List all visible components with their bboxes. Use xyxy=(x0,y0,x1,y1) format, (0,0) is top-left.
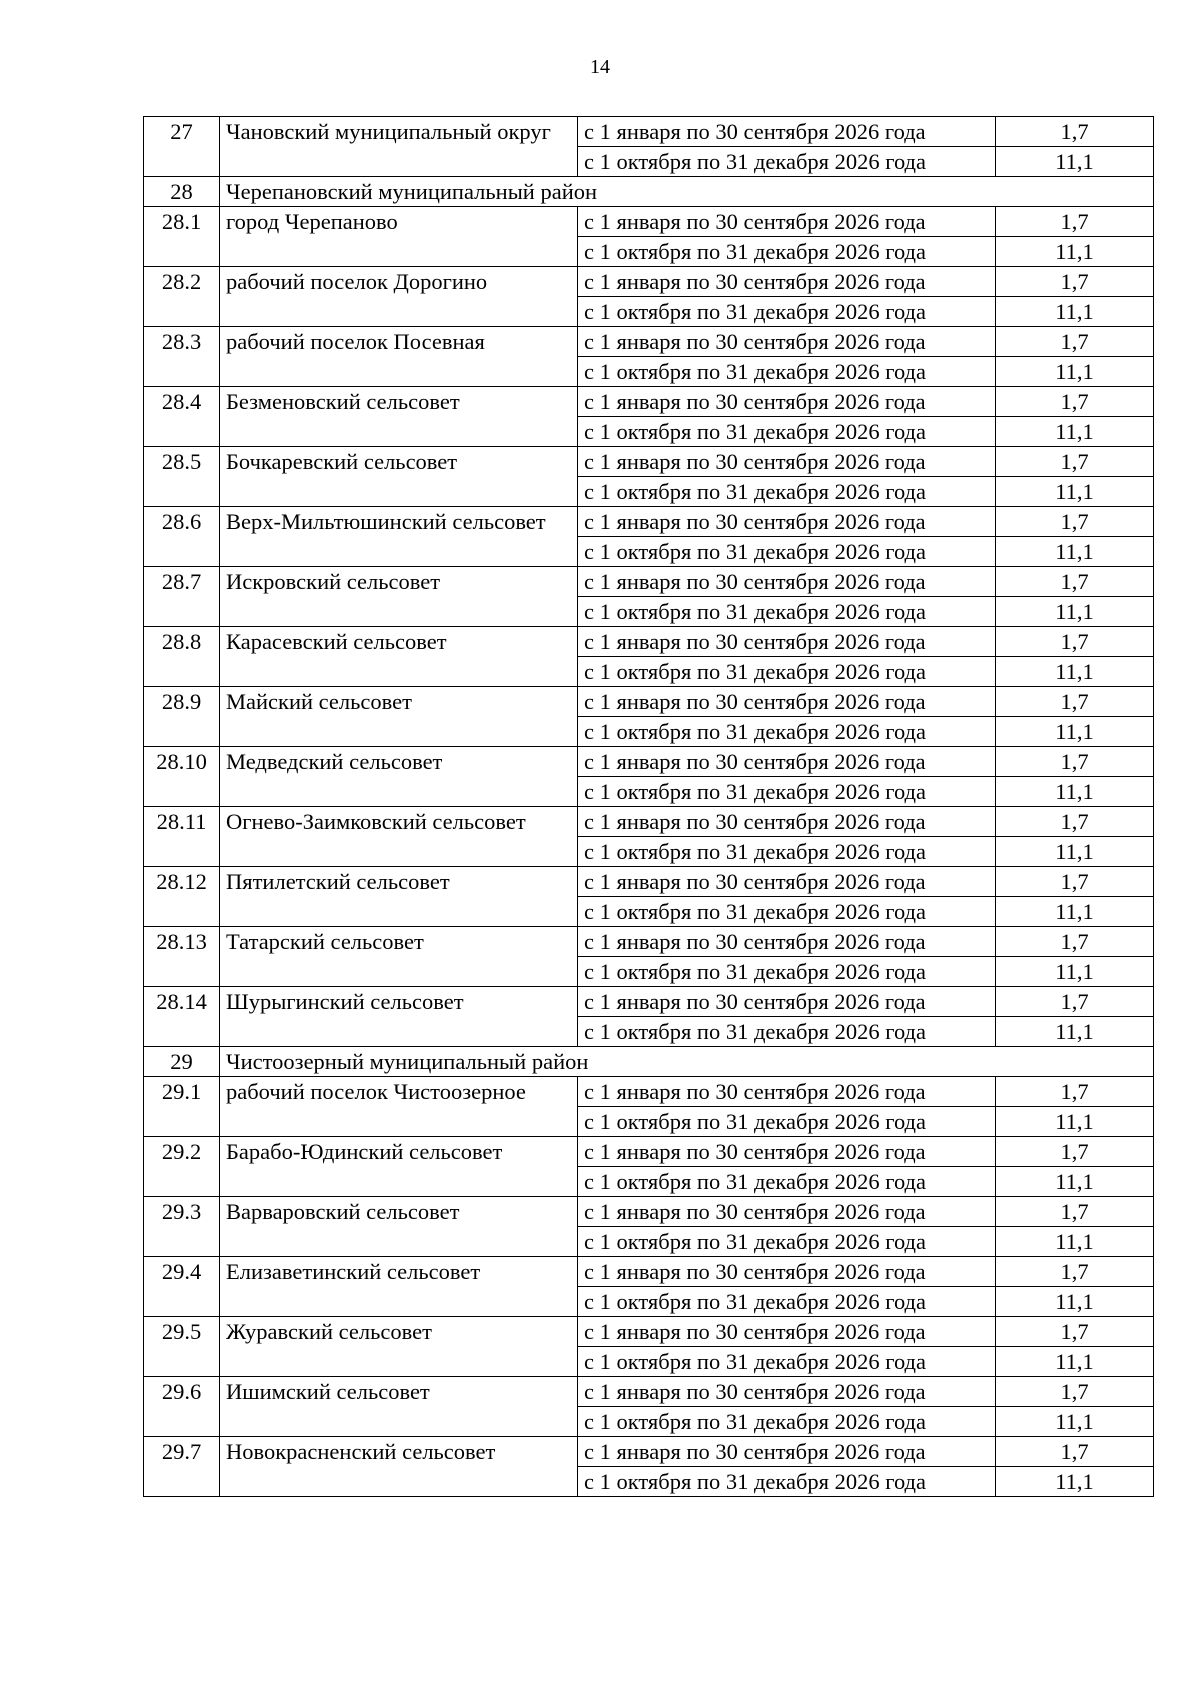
table-row xyxy=(144,1197,1154,1227)
value-cell: 11,1 xyxy=(996,897,1154,927)
municipality-name: Бочкаревский сельсовет xyxy=(220,447,578,507)
value-cell: 11,1 xyxy=(996,237,1154,267)
value-cell: 11,1 xyxy=(996,1347,1154,1377)
table-row xyxy=(144,507,1154,537)
period-cell: с 1 января по 30 сентября 2026 года xyxy=(578,507,996,537)
value-cell: 1,7 xyxy=(996,207,1154,237)
period-cell: с 1 января по 30 сентября 2026 года xyxy=(578,627,996,657)
period-cell: с 1 января по 30 сентября 2026 года xyxy=(578,447,996,477)
row-number: 28.3 xyxy=(144,327,220,387)
row-number: 28.1 xyxy=(144,207,220,267)
value-cell: 1,7 xyxy=(996,267,1154,297)
value-cell: 11,1 xyxy=(996,1227,1154,1257)
value-cell: 11,1 xyxy=(996,147,1154,177)
value-cell: 11,1 xyxy=(996,1017,1154,1047)
municipality-name: Медведский сельсовет xyxy=(220,747,578,807)
municipality-name: Верх-Мильтюшинский сельсовет xyxy=(220,507,578,567)
value-cell: 1,7 xyxy=(996,927,1154,957)
value-cell: 1,7 xyxy=(996,1317,1154,1347)
period-cell: с 1 октября по 31 декабря 2026 года xyxy=(578,597,996,627)
period-cell: с 1 октября по 31 декабря 2026 года xyxy=(578,657,996,687)
period-cell: с 1 октября по 31 декабря 2026 года xyxy=(578,717,996,747)
value-cell: 11,1 xyxy=(996,1287,1154,1317)
value-cell: 11,1 xyxy=(996,1407,1154,1437)
table-row xyxy=(144,387,1154,417)
municipality-name: Шурыгинский сельсовет xyxy=(220,987,578,1047)
period-cell: с 1 октября по 31 декабря 2026 года xyxy=(578,837,996,867)
page-number: 14 xyxy=(590,56,610,78)
municipality-name: Татарский сельсовет xyxy=(220,927,578,987)
row-number: 29.1 xyxy=(144,1077,220,1137)
period-cell: с 1 октября по 31 декабря 2026 года xyxy=(578,1287,996,1317)
value-cell: 1,7 xyxy=(996,807,1154,837)
municipality-name: Огнево-Заимковский сельсовет xyxy=(220,807,578,867)
municipality-name: Новокрасненский сельсовет xyxy=(220,1437,578,1497)
period-cell: с 1 января по 30 сентября 2026 года xyxy=(578,387,996,417)
row-number: 28.2 xyxy=(144,267,220,327)
row-number: 28.10 xyxy=(144,747,220,807)
municipality-name: Варваровский сельсовет xyxy=(220,1197,578,1257)
period-cell: с 1 октября по 31 декабря 2026 года xyxy=(578,1017,996,1047)
value-cell: 1,7 xyxy=(996,687,1154,717)
table-row xyxy=(144,867,1154,897)
value-cell: 1,7 xyxy=(996,117,1154,147)
table-row xyxy=(144,747,1154,777)
period-cell: с 1 января по 30 сентября 2026 года xyxy=(578,327,996,357)
row-number: 29.5 xyxy=(144,1317,220,1377)
table-row xyxy=(144,1437,1154,1467)
period-cell: с 1 января по 30 сентября 2026 года xyxy=(578,1137,996,1167)
period-cell: с 1 октября по 31 декабря 2026 года xyxy=(578,957,996,987)
period-cell: с 1 января по 30 сентября 2026 года xyxy=(578,1197,996,1227)
row-number: 28.13 xyxy=(144,927,220,987)
section-title: Чистоозерный муниципальный район xyxy=(220,1047,1154,1077)
section-header-row xyxy=(144,177,1154,207)
table-row xyxy=(144,207,1154,237)
value-cell: 11,1 xyxy=(996,1167,1154,1197)
municipality-name: город Черепаново xyxy=(220,207,578,267)
value-cell: 1,7 xyxy=(996,1437,1154,1467)
tariff-table xyxy=(143,116,1154,1497)
period-cell: с 1 октября по 31 декабря 2026 года xyxy=(578,1467,996,1497)
period-cell: с 1 января по 30 сентября 2026 года xyxy=(578,207,996,237)
value-cell: 1,7 xyxy=(996,747,1154,777)
row-number: 28.9 xyxy=(144,687,220,747)
table-row xyxy=(144,567,1154,597)
row-number: 28.7 xyxy=(144,567,220,627)
section-title: Черепановский муниципальный район xyxy=(220,177,1154,207)
period-cell: с 1 января по 30 сентября 2026 года xyxy=(578,117,996,147)
row-number: 29.3 xyxy=(144,1197,220,1257)
row-number: 29.4 xyxy=(144,1257,220,1317)
value-cell: 1,7 xyxy=(996,627,1154,657)
value-cell: 11,1 xyxy=(996,1107,1154,1137)
table-row xyxy=(144,447,1154,477)
table-row xyxy=(144,117,1154,147)
period-cell: с 1 октября по 31 декабря 2026 года xyxy=(578,1167,996,1197)
value-cell: 1,7 xyxy=(996,1137,1154,1167)
period-cell: с 1 января по 30 сентября 2026 года xyxy=(578,927,996,957)
municipality-name: рабочий поселок Чистоозерное xyxy=(220,1077,578,1137)
value-cell: 11,1 xyxy=(996,1467,1154,1497)
period-cell: с 1 октября по 31 декабря 2026 года xyxy=(578,357,996,387)
municipality-name: Майский сельсовет xyxy=(220,687,578,747)
section-header-row xyxy=(144,1047,1154,1077)
row-number: 28.4 xyxy=(144,387,220,447)
municipality-name: Ишимский сельсовет xyxy=(220,1377,578,1437)
period-cell: с 1 октября по 31 декабря 2026 года xyxy=(578,897,996,927)
table-row xyxy=(144,1137,1154,1167)
value-cell: 11,1 xyxy=(996,957,1154,987)
value-cell: 1,7 xyxy=(996,1377,1154,1407)
period-cell: с 1 октября по 31 декабря 2026 года xyxy=(578,1407,996,1437)
row-number: 28.11 xyxy=(144,807,220,867)
row-number: 29.7 xyxy=(144,1437,220,1497)
period-cell: с 1 января по 30 сентября 2026 года xyxy=(578,1257,996,1287)
value-cell: 11,1 xyxy=(996,597,1154,627)
value-cell: 1,7 xyxy=(996,1197,1154,1227)
municipality-name: Журавский сельсовет xyxy=(220,1317,578,1377)
table-row xyxy=(144,807,1154,837)
value-cell: 11,1 xyxy=(996,477,1154,507)
value-cell: 11,1 xyxy=(996,537,1154,567)
period-cell: с 1 октября по 31 декабря 2026 года xyxy=(578,477,996,507)
table-row xyxy=(144,987,1154,1017)
table-row xyxy=(144,1257,1154,1287)
municipality-name: Чановский муниципальный округ xyxy=(220,117,578,177)
value-cell: 11,1 xyxy=(996,417,1154,447)
row-number: 28.8 xyxy=(144,627,220,687)
value-cell: 11,1 xyxy=(996,657,1154,687)
row-number: 28.5 xyxy=(144,447,220,507)
period-cell: с 1 октября по 31 декабря 2026 года xyxy=(578,417,996,447)
row-number: 29.2 xyxy=(144,1137,220,1197)
value-cell: 11,1 xyxy=(996,297,1154,327)
value-cell: 1,7 xyxy=(996,867,1154,897)
row-number: 27 xyxy=(144,117,220,177)
row-number: 29 xyxy=(144,1047,220,1077)
period-cell: с 1 октября по 31 декабря 2026 года xyxy=(578,1227,996,1257)
period-cell: с 1 января по 30 сентября 2026 года xyxy=(578,567,996,597)
value-cell: 1,7 xyxy=(996,1257,1154,1287)
value-cell: 1,7 xyxy=(996,387,1154,417)
municipality-name: Безменовский сельсовет xyxy=(220,387,578,447)
value-cell: 1,7 xyxy=(996,1077,1154,1107)
municipality-name: Карасевский сельсовет xyxy=(220,627,578,687)
period-cell: с 1 октября по 31 декабря 2026 года xyxy=(578,777,996,807)
row-number: 28 xyxy=(144,177,220,207)
table-row xyxy=(144,627,1154,657)
row-number: 28.12 xyxy=(144,867,220,927)
table-row xyxy=(144,267,1154,297)
table-row xyxy=(144,327,1154,357)
period-cell: с 1 января по 30 сентября 2026 года xyxy=(578,987,996,1017)
value-cell: 11,1 xyxy=(996,837,1154,867)
period-cell: с 1 октября по 31 декабря 2026 года xyxy=(578,537,996,567)
table-row xyxy=(144,687,1154,717)
table-row xyxy=(144,1317,1154,1347)
period-cell: с 1 января по 30 сентября 2026 года xyxy=(578,1437,996,1467)
period-cell: с 1 января по 30 сентября 2026 года xyxy=(578,807,996,837)
tariff-table-body xyxy=(144,117,1154,1497)
municipality-name: Елизаветинский сельсовет xyxy=(220,1257,578,1317)
row-number: 28.14 xyxy=(144,987,220,1047)
value-cell: 1,7 xyxy=(996,987,1154,1017)
period-cell: с 1 января по 30 сентября 2026 года xyxy=(578,867,996,897)
period-cell: с 1 октября по 31 декабря 2026 года xyxy=(578,297,996,327)
period-cell: с 1 января по 30 сентября 2026 года xyxy=(578,747,996,777)
period-cell: с 1 октября по 31 декабря 2026 года xyxy=(578,1107,996,1137)
period-cell: с 1 января по 30 сентября 2026 года xyxy=(578,687,996,717)
table-row xyxy=(144,927,1154,957)
municipality-name: Искровский сельсовет xyxy=(220,567,578,627)
municipality-name: рабочий поселок Посевная xyxy=(220,327,578,387)
value-cell: 1,7 xyxy=(996,567,1154,597)
value-cell: 1,7 xyxy=(996,447,1154,477)
value-cell: 1,7 xyxy=(996,507,1154,537)
period-cell: с 1 января по 30 сентября 2026 года xyxy=(578,1317,996,1347)
value-cell: 11,1 xyxy=(996,357,1154,387)
table-row xyxy=(144,1377,1154,1407)
period-cell: с 1 октября по 31 декабря 2026 года xyxy=(578,1347,996,1377)
row-number: 28.6 xyxy=(144,507,220,567)
period-cell: с 1 января по 30 сентября 2026 года xyxy=(578,267,996,297)
value-cell: 1,7 xyxy=(996,327,1154,357)
row-number: 29.6 xyxy=(144,1377,220,1437)
period-cell: с 1 января по 30 сентября 2026 года xyxy=(578,1377,996,1407)
value-cell: 11,1 xyxy=(996,717,1154,747)
table-row xyxy=(144,1077,1154,1107)
period-cell: с 1 января по 30 сентября 2026 года xyxy=(578,1077,996,1107)
value-cell: 11,1 xyxy=(996,777,1154,807)
period-cell: с 1 октября по 31 декабря 2026 года xyxy=(578,237,996,267)
municipality-name: Пятилетский сельсовет xyxy=(220,867,578,927)
municipality-name: Барабо-Юдинский сельсовет xyxy=(220,1137,578,1197)
period-cell: с 1 октября по 31 декабря 2026 года xyxy=(578,147,996,177)
municipality-name: рабочий поселок Дорогино xyxy=(220,267,578,327)
